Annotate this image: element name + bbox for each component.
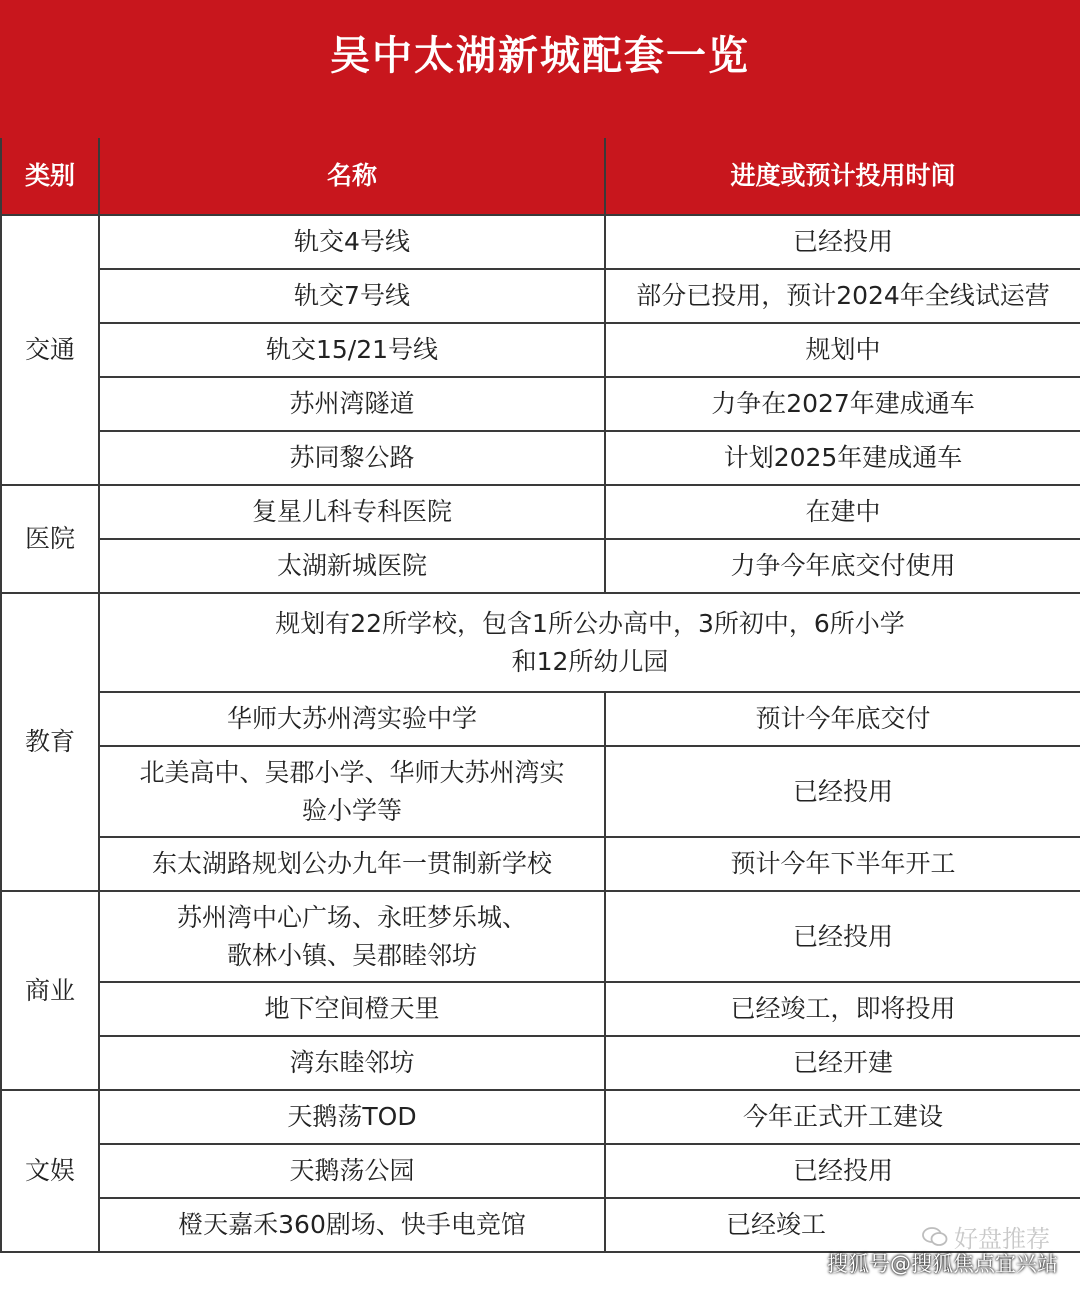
row-name: 地下空间橙天里	[99, 982, 605, 1036]
row-name-line1: 北美高中、吴郡小学、华师大苏州湾实	[139, 757, 565, 787]
row-name	[99, 746, 605, 837]
row-name-line2: 歌林小镇、吴郡睦邻坊	[226, 940, 477, 970]
row-progress: 规划中	[605, 323, 1080, 377]
row-name	[99, 891, 605, 982]
row-name: 太湖新城医院	[99, 539, 605, 593]
row-progress: 已经投用	[605, 1144, 1080, 1198]
table-row	[1, 377, 1080, 431]
title-bar	[0, 0, 1080, 138]
row-progress: 已经竣工，即将投用	[605, 982, 1080, 1036]
table-row	[1, 891, 1080, 982]
row-name: 天鹅荡公园	[99, 1144, 605, 1198]
row-name: 苏同黎公路	[99, 431, 605, 485]
table-row	[1, 323, 1080, 377]
row-name: 轨交15/21号线	[99, 323, 605, 377]
header-progress: 进度或预计投用时间	[605, 138, 1080, 215]
row-progress: 已经投用	[605, 215, 1080, 269]
row-name: 华师大苏州湾实验中学	[99, 692, 605, 746]
table-row	[1, 1198, 1080, 1252]
row-progress: 已经投用	[605, 746, 1080, 837]
table-row	[1, 1090, 1080, 1144]
table-row	[1, 837, 1080, 891]
education-summary	[99, 593, 1080, 692]
row-progress: 预计今年底交付	[605, 692, 1080, 746]
education-summary-line1: 规划有22所学校，包含1所公办高中，3所初中，6所小学	[275, 608, 905, 638]
row-progress: 力争今年底交付使用	[605, 539, 1080, 593]
table-row	[1, 431, 1080, 485]
wechat-icon	[922, 1226, 948, 1248]
row-name: 天鹅荡TOD	[99, 1090, 605, 1144]
row-progress: 计划2025年建成通车	[605, 431, 1080, 485]
table-row	[1, 215, 1080, 269]
row-progress: 力争在2027年建成通车	[605, 377, 1080, 431]
row-progress: 在建中	[605, 485, 1080, 539]
category-hospital: 医院	[1, 485, 99, 593]
row-progress: 已经开建	[605, 1036, 1080, 1090]
category-education: 教育	[1, 593, 99, 891]
facilities-table	[0, 138, 1080, 1253]
row-name: 轨交4号线	[99, 215, 605, 269]
table-row	[1, 746, 1080, 837]
table-row	[1, 269, 1080, 323]
table-row	[1, 1036, 1080, 1090]
brand-watermark-text: 好盘推荐	[954, 1225, 1050, 1253]
row-name: 苏州湾隧道	[99, 377, 605, 431]
row-progress: 已经投用	[605, 891, 1080, 982]
watermark: 搜狐号@搜狐焦点宜兴站	[827, 1252, 1058, 1276]
row-progress: 今年正式开工建设	[605, 1090, 1080, 1144]
table-row	[1, 593, 1080, 692]
row-progress: 部分已投用，预计2024年全线试运营	[605, 269, 1080, 323]
table-header-row	[1, 138, 1080, 215]
category-entertainment: 文娱	[1, 1090, 99, 1252]
table-row	[1, 539, 1080, 593]
education-summary-line2: 和12所幼儿园	[511, 646, 669, 676]
table-row	[1, 485, 1080, 539]
row-name-line1: 苏州湾中心广场、永旺梦乐城、	[176, 902, 527, 932]
row-name: 橙天嘉禾360剧场、快手电竞馆	[99, 1198, 605, 1252]
row-name: 湾东睦邻坊	[99, 1036, 605, 1090]
header-name: 名称	[99, 138, 605, 215]
row-progress: 预计今年下半年开工	[605, 837, 1080, 891]
row-name-line2: 验小学等	[301, 795, 402, 825]
table-row	[1, 982, 1080, 1036]
header-category: 类别	[1, 138, 99, 215]
category-traffic: 交通	[1, 215, 99, 485]
row-progress: 已经竣工	[605, 1198, 1080, 1252]
row-name: 复星儿科专科医院	[99, 485, 605, 539]
table-row	[1, 692, 1080, 746]
row-name: 轨交7号线	[99, 269, 605, 323]
table-row	[1, 1144, 1080, 1198]
row-name: 东太湖路规划公办九年一贯制新学校	[99, 837, 605, 891]
category-commerce: 商业	[1, 891, 99, 1090]
page-title: 吴中太湖新城配套一览	[330, 32, 750, 79]
